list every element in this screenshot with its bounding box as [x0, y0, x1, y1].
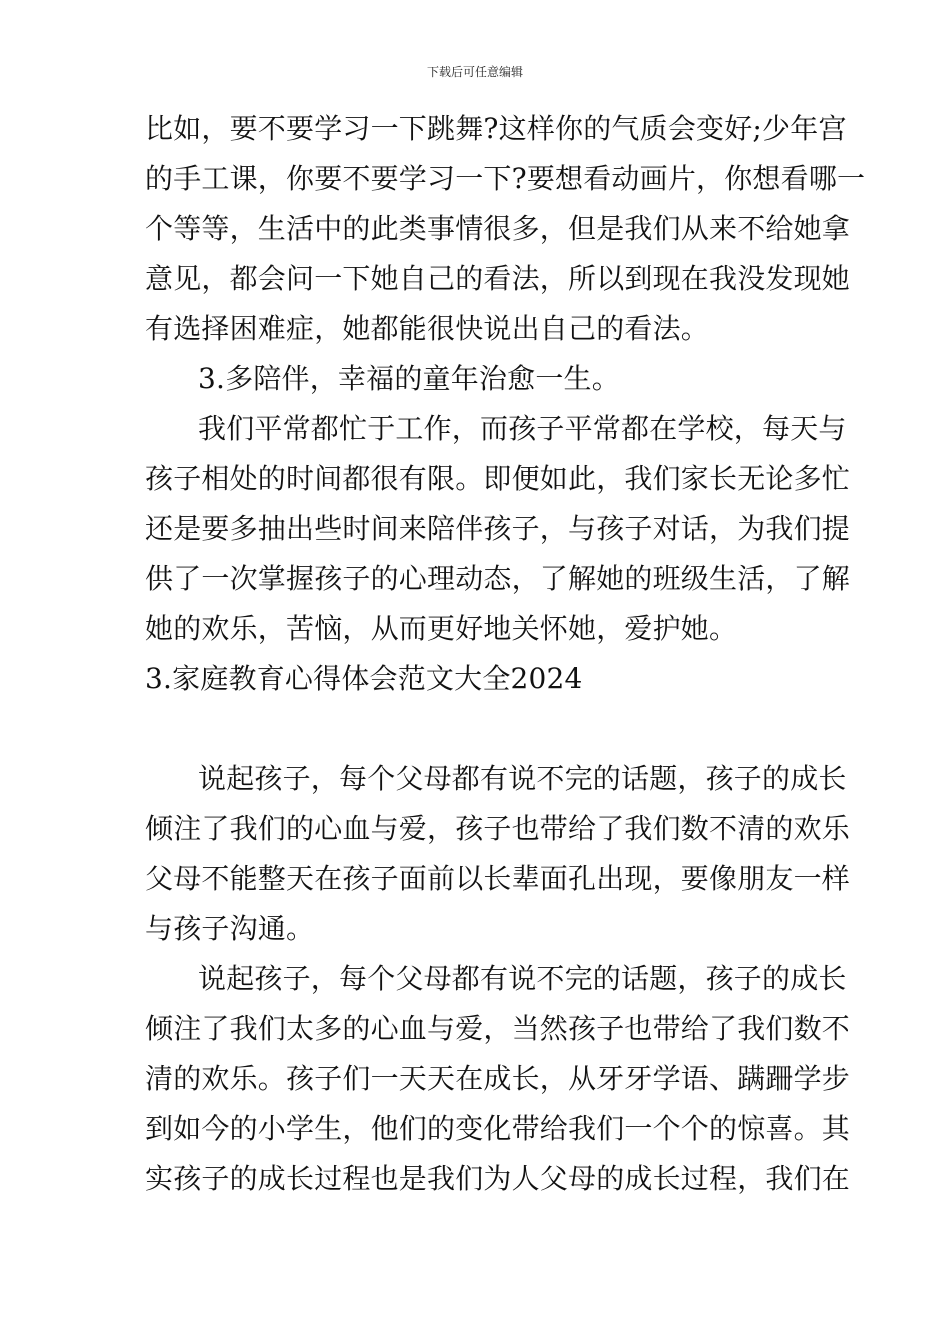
text-line: 到如今的小学生，他们的变化带给我们一个个的惊喜。其 — [145, 1112, 851, 1145]
text-line: 实孩子的成长过程也是我们为人父母的成长过程，我们在 — [145, 1162, 851, 1195]
section-heading: 3.家庭教育心得体会范文大全2024 — [145, 662, 583, 695]
blank-line — [145, 704, 813, 754]
text-line: 清的欢乐。孩子们一天天在成长，从牙牙学语、蹒跚学步 — [145, 1062, 851, 1095]
text-line: 意见，都会问一下她自己的看法，所以到现在我没发现她 — [145, 262, 851, 295]
text-line: 父母不能整天在孩子面前以长辈面孔出现，要像朋友一样 — [145, 862, 851, 895]
document-body — [145, 104, 866, 1204]
text-line: 个等等，生活中的此类事情很多，但是我们从来不给她拿 — [145, 212, 851, 245]
text-line: 倾注了我们太多的心血与爱，当然孩子也带给了我们数不 — [145, 1012, 851, 1045]
text-line: 与孩子沟通。 — [145, 912, 315, 945]
text-line: 孩子相处的时间都很有限。即便如此，我们家长无论多忙 — [145, 462, 851, 495]
text-line: 供了一次掌握孩子的心理动态，了解她的班级生活，了解 — [145, 562, 851, 595]
text-line: 我们平常都忙于工作，而孩子平常都在学校，每天与 — [198, 412, 847, 445]
text-line: 倾注了我们的心血与爱，孩子也带给了我们数不清的欢乐 — [145, 812, 851, 845]
page-header-note: 下载后可任意编辑 — [426, 65, 523, 79]
text-line: 的手工课，你要不要学习一下?要想看动画片，你想看哪一 — [145, 162, 866, 195]
section-subheading: 3.多陪伴，幸福的童年治愈一生。 — [198, 362, 620, 395]
text-line: 她的欢乐，苦恼，从而更好地关怀她，爱护她。 — [145, 612, 738, 645]
text-line: 有选择困难症，她都能很快说出自己的看法。 — [145, 312, 710, 345]
text-line: 说起孩子，每个父母都有说不完的话题，孩子的成长 — [198, 962, 847, 995]
text-line: 说起孩子，每个父母都有说不完的话题，孩子的成长 — [198, 762, 847, 795]
text-line: 比如，要不要学习一下跳舞?这样你的气质会变好;少年宫 — [145, 112, 847, 145]
text-line: 还是要多抽出些时间来陪伴孩子，与孩子对话，为我们提 — [145, 512, 851, 545]
